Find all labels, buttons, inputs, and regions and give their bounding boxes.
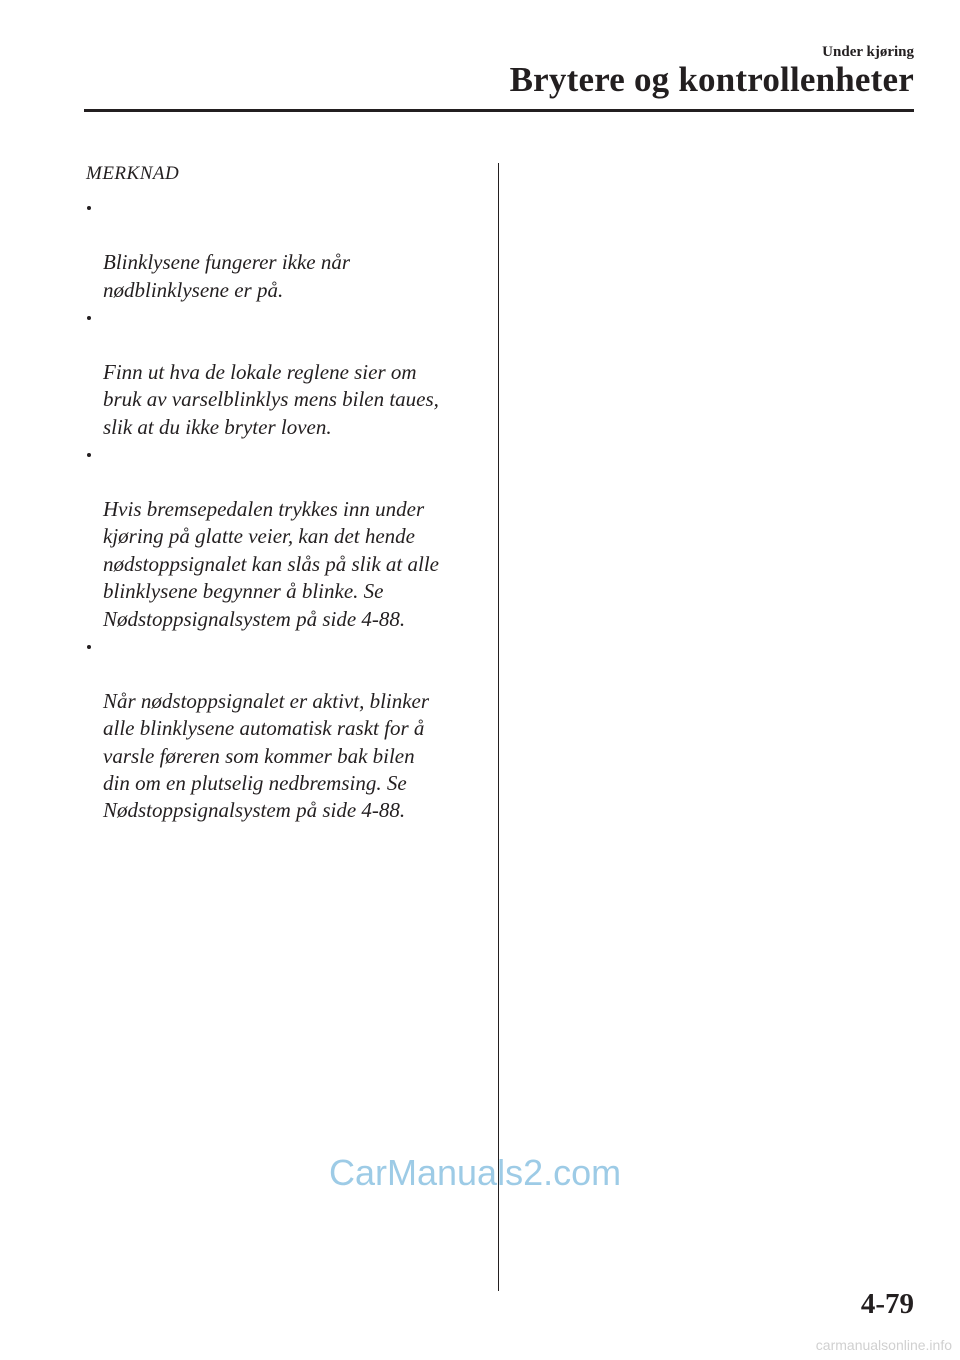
note-list (86, 194, 476, 824)
note-item-text: Når nødstoppsignalet er aktivt, blinker alle blinklysene automatisk raskt for å varsle føreren som kommer bak bilen din om en plutselig nedbremsing. Se Nødstoppsignalsystem på side 4-88. (103, 688, 430, 823)
note-heading: MERKNAD (86, 163, 180, 184)
note-item (86, 441, 476, 633)
note-block (86, 160, 476, 825)
page-title: Brytere og kontrollenheter (509, 60, 914, 99)
header-section-label: Under kjøring (822, 44, 914, 60)
note-item (86, 633, 476, 825)
column-divider (498, 163, 499, 1291)
bullet-dot-icon (87, 316, 91, 320)
bullet-dot-icon (87, 645, 91, 649)
note-item-text: Finn ut hva de lokale reglene sier om bruk av varselblinklys mens bilen taues, slik at du ikke bryter loven. (103, 359, 439, 439)
note-item (86, 304, 476, 441)
watermark-carmanuals2: CarManuals2.com (329, 1152, 622, 1193)
header-rule (84, 109, 914, 112)
footer-watermark: carmanualsonline.info (815, 1337, 952, 1353)
bullet-dot-icon (87, 206, 91, 210)
note-item-text: Blinklysene fungerer ikke når nødblinklysene er på. (103, 250, 351, 302)
note-item (86, 194, 476, 304)
bullet-dot-icon (87, 453, 91, 457)
page-number: 4-79 (860, 1288, 914, 1320)
note-item-text: Hvis bremsepedalen trykkes inn under kjøring på glatte veier, kan det hende nødstoppsignalet kan slås på slik at alle blinklysene begynner å blinke. Se Nødstoppsignalsystem på side 4-88. (103, 496, 439, 631)
